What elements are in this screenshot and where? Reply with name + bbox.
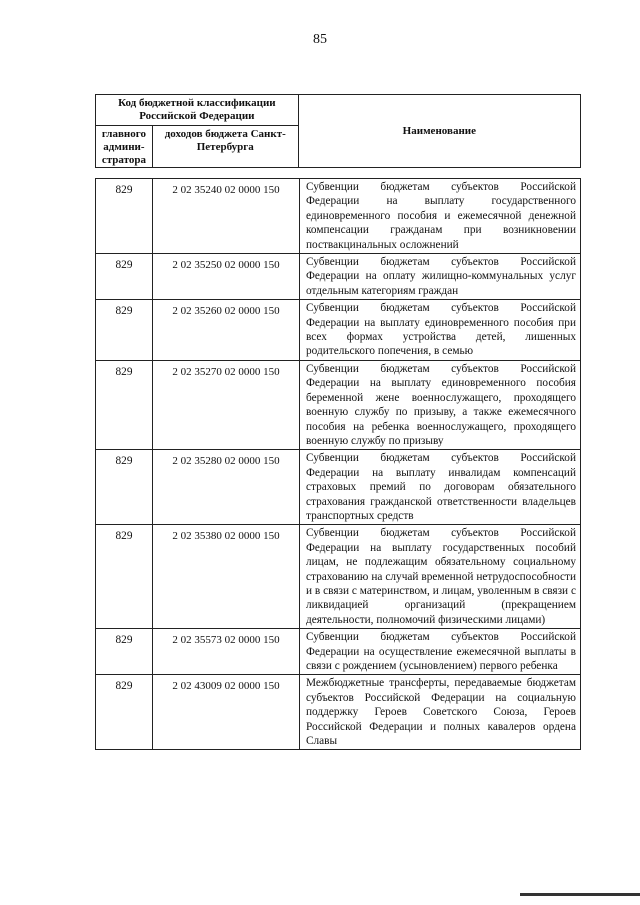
row-name: Межбюджетные трансферты, передаваемые бюджетам субъектов Российской Федерации на социальную поддержку Героев Советского Союза, Героев Российской Федерации и полных кавалеров ордена Славы <box>300 675 581 750</box>
row-name: Субвенции бюджетам субъектов Российской Федерации на выплату инвалидам компенсаций страховых премий по договорам обязательного страхования гражданской ответственности владельцев транспортных средств <box>300 450 581 525</box>
scan-edge-line <box>520 893 640 896</box>
row-name: Субвенции бюджетам субъектов Российской Федерации на выплату единовременного пособия при всех формах устройства детей, лишенных родительского попечения, в семью <box>300 300 581 361</box>
row-admin-code: 829 <box>96 360 153 449</box>
row-income-code: 2 02 35380 02 0000 150 <box>153 525 300 629</box>
row-name: Субвенции бюджетам субъектов Российской Федерации на выплату государственного единовременного пособия и ежемесячной денежной компенсации гражданам при возникновении поствакцинальных осложнений <box>300 179 581 254</box>
table-header <box>95 94 581 168</box>
row-admin-code: 829 <box>96 179 153 254</box>
row-admin-code: 829 <box>96 450 153 525</box>
row-income-code: 2 02 35240 02 0000 150 <box>153 179 300 254</box>
row-income-code: 2 02 35250 02 0000 150 <box>153 254 300 300</box>
header-group-title: Код бюджетной классификации Российской Федерации <box>96 95 299 126</box>
header-income: доходов бюджета Санкт-Петербурга <box>152 126 298 168</box>
row-income-code: 2 02 35260 02 0000 150 <box>153 300 300 361</box>
row-income-code: 2 02 43009 02 0000 150 <box>153 675 300 750</box>
budget-table <box>95 178 581 750</box>
page-number: 85 <box>313 32 327 47</box>
table-row <box>96 450 581 525</box>
row-name: Субвенции бюджетам субъектов Российской Федерации на выплату государственных пособий лицам, не подлежащим обязательному социальному страхованию на случай временной нетрудоспособности и в связи с материнством, и лицам, уволенным в связи с ликвидацией организаций (прекращением деятельности, полномочий физическими лицами) <box>300 525 581 629</box>
row-income-code: 2 02 35280 02 0000 150 <box>153 450 300 525</box>
row-admin-code: 829 <box>96 675 153 750</box>
row-name: Субвенции бюджетам субъектов Российской Федерации на осуществление ежемесячной выплаты в связи с рождением (усыновлением) первого ребенка <box>300 629 581 675</box>
table-row <box>96 254 581 300</box>
row-admin-code: 829 <box>96 525 153 629</box>
header-name: Наименование <box>298 95 580 168</box>
row-name: Субвенции бюджетам субъектов Российской Федерации на оплату жилищно-коммунальных услуг отдельным категориям граждан <box>300 254 581 300</box>
table-row <box>96 360 581 449</box>
header-admin: главного админи-стратора <box>96 126 153 168</box>
row-income-code: 2 02 35270 02 0000 150 <box>153 360 300 449</box>
row-admin-code: 829 <box>96 300 153 361</box>
row-name: Субвенции бюджетам субъектов Российской Федерации на выплату единовременного пособия беременной жене военнослужащего, проходящего военную службу по призыву, а также ежемесячного пособия на ребенка военнослужащего, проходящего военную службу по призыву <box>300 360 581 449</box>
table-row <box>96 179 581 254</box>
table-row <box>96 629 581 675</box>
row-admin-code: 829 <box>96 254 153 300</box>
table-row <box>96 525 581 629</box>
table-row <box>96 675 581 750</box>
table-row <box>96 300 581 361</box>
row-admin-code: 829 <box>96 629 153 675</box>
row-income-code: 2 02 35573 02 0000 150 <box>153 629 300 675</box>
